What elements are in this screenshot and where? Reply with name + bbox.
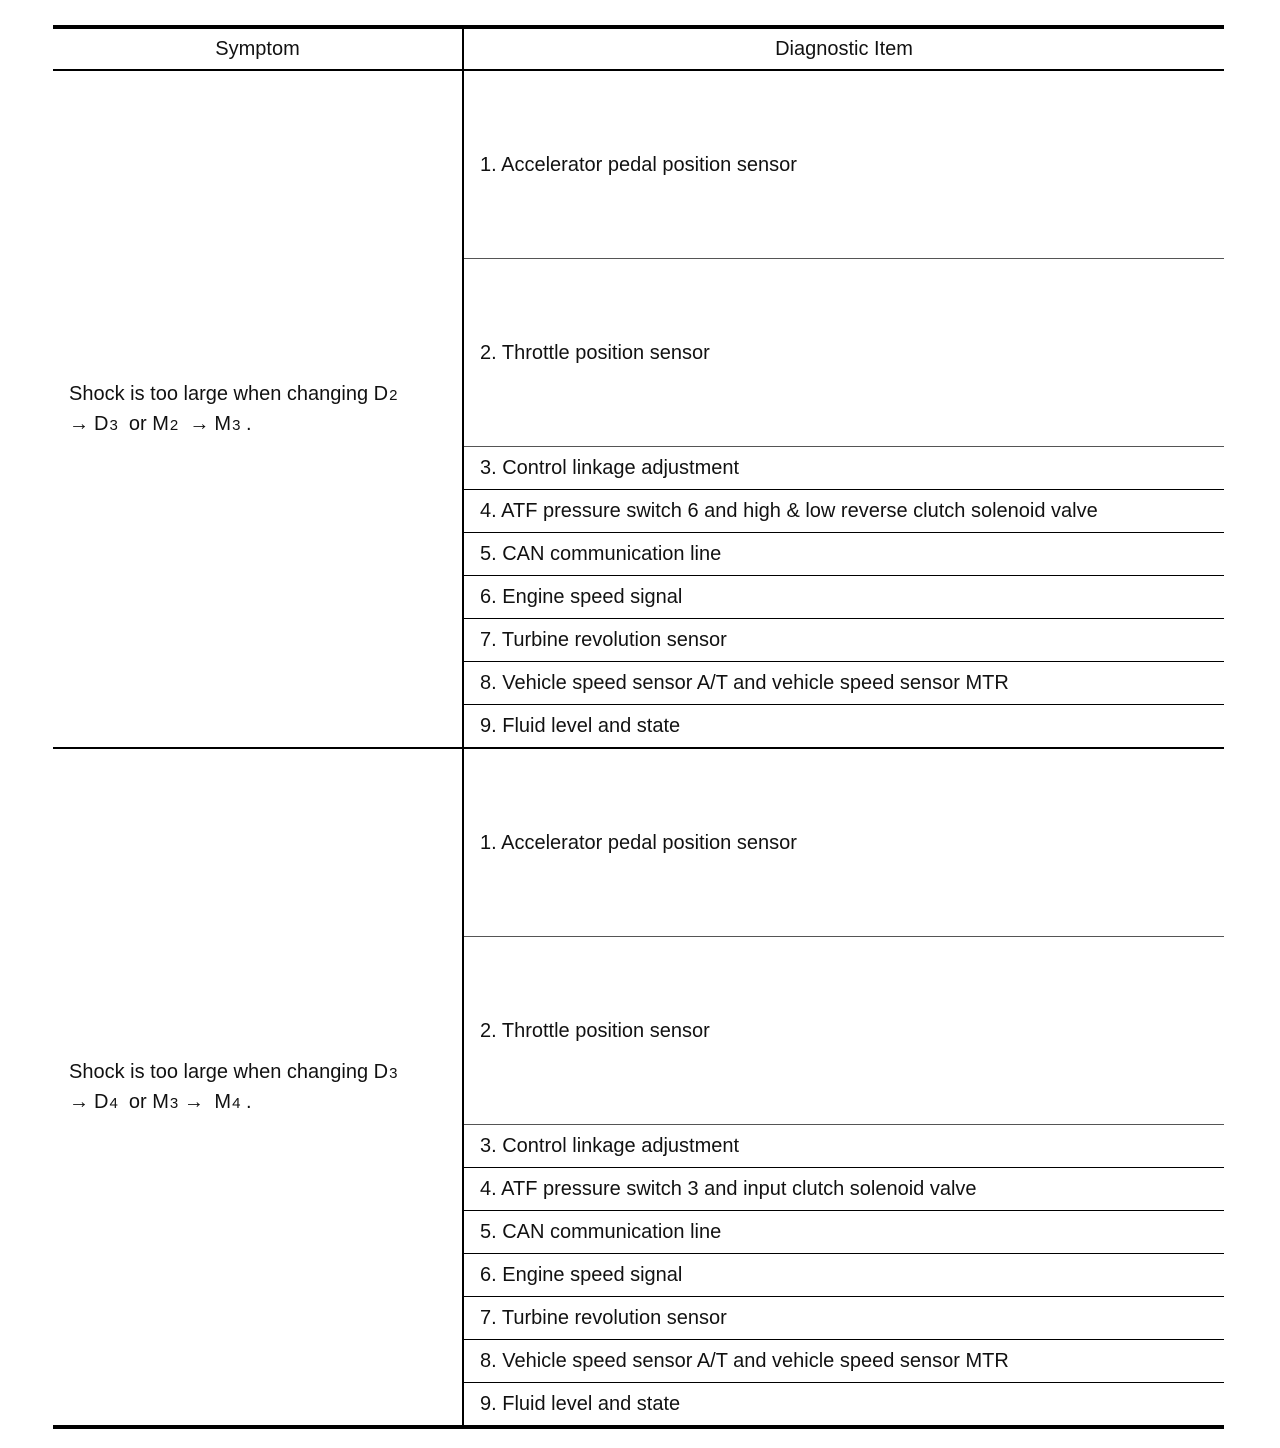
diagnostic-item: 2. Throttle position sensor: [463, 259, 1224, 447]
table-row: [53, 70, 1224, 259]
table-row: [53, 748, 1224, 937]
diagnostic-item: 6. Engine speed signal: [463, 576, 1224, 619]
header-symptom: Symptom: [53, 27, 463, 70]
diagnostic-item: 7. Turbine revolution sensor: [463, 1297, 1224, 1340]
diagnostic-item: 7. Turbine revolution sensor: [463, 619, 1224, 662]
diagnostic-item: 6. Engine speed signal: [463, 1254, 1224, 1297]
diagnostic-item: 1. Accelerator pedal position sensor: [463, 748, 1224, 937]
arrow-icon: →: [69, 1091, 89, 1113]
diagnostic-item: 2. Throttle position sensor: [463, 937, 1224, 1125]
diagnostic-item: 1. Accelerator pedal position sensor: [463, 70, 1224, 259]
diagnostic-table: [53, 25, 1224, 1429]
diagnostic-item: 5. CAN communication line: [463, 1211, 1224, 1254]
symptom-text: Shock is too large when changing D3 → D4 or M3 → M4 .: [69, 1061, 397, 1113]
diagnostic-item: 8. Vehicle speed sensor A/T and vehicle speed sensor MTR: [463, 662, 1224, 705]
diagnostic-item: 9. Fluid level and state: [480, 715, 681, 737]
symptom-cell: [53, 748, 463, 1427]
header-row: [53, 27, 1224, 70]
arrow-icon: →: [69, 413, 89, 435]
arrow-icon: →: [183, 1091, 204, 1113]
symptom-cell: [53, 70, 463, 748]
header-diagnostic-item: Diagnostic Item: [463, 27, 1224, 70]
diagnostic-item: 5. CAN communication line: [463, 533, 1224, 576]
diagnostic-item: 9. Fluid level and state: [480, 1393, 681, 1415]
diagnostic-item: 3. Control linkage adjustment: [463, 447, 1224, 490]
diagnostic-item: 8. Vehicle speed sensor A/T and vehicle speed sensor MTR: [463, 1340, 1224, 1383]
diagnostic-item: 4. ATF pressure switch 3 and input clutch solenoid valve: [463, 1168, 1224, 1211]
symptom-text: Shock is too large when changing D2 → D3 or M2 → M3 .: [69, 383, 397, 435]
diagnostic-item: 3. Control linkage adjustment: [463, 1125, 1224, 1168]
arrow-icon: →: [189, 413, 210, 435]
diagnostic-item: 4. ATF pressure switch 6 and high & low reverse clutch solenoid valve: [463, 490, 1224, 533]
